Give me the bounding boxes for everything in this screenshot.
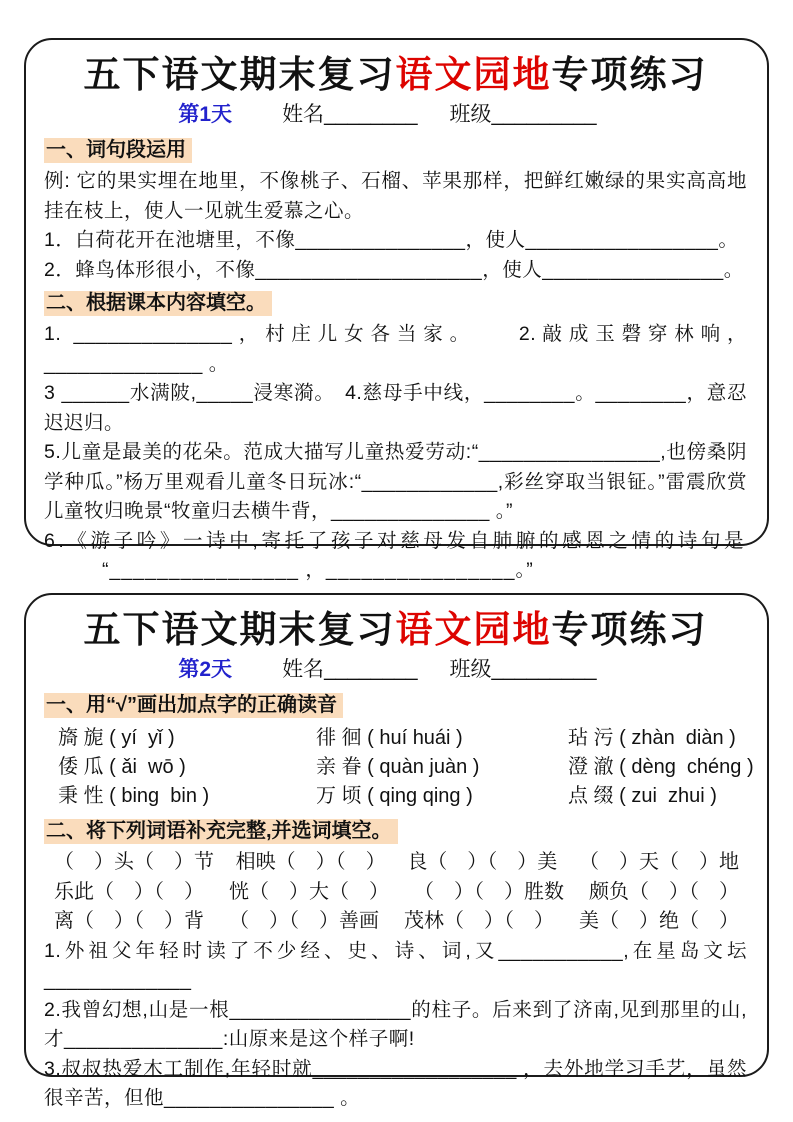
answer-blank-line: “________________ ，________________。” [102, 559, 534, 581]
pinyin-item: 旖 旎 ( yí yǐ ) [58, 727, 175, 749]
section-heading-highlight: 二、根据课本内容填空。 [44, 291, 272, 316]
name-blank: ________ [324, 103, 418, 126]
pinyin-choice-grid [44, 722, 754, 813]
word-blank-item: （ ）头（ ）节 [54, 851, 214, 873]
word-blank-item: 美（ ）绝（ ） [579, 910, 739, 932]
pinyin-item: 亲 眷 ( quàn juàn ) [316, 756, 480, 778]
word-blank-item: 相映（ ）（ ） [235, 851, 386, 873]
question-line: 3.叔叔热爱木工制作,年轻时就__________________ ，去外地学习手艺，虽然很辛苦，但他_______________ 。 [44, 1057, 747, 1109]
pinyin-item: 点 缀 ( zui zhui ) [568, 785, 717, 807]
section-heading [44, 289, 747, 318]
question-line: 1．白荷花开在池塘里，不像_______________，使人_________________。 [44, 229, 739, 251]
class-blank: _________ [491, 658, 597, 681]
name-label: 姓名 [282, 103, 325, 126]
word-blank-item: 茂林（ ）（ ） [404, 910, 554, 932]
word-completion-row [44, 848, 747, 878]
word-blank-item: 颇负（ ）（ ） [589, 880, 739, 903]
word-blank-item: （ ）天（ ）地 [578, 851, 739, 873]
class-label: 班级 [449, 658, 492, 681]
day-label: 第1天 [178, 103, 233, 126]
pinyin-item: 倭 瓜 ( ǎi wō ) [58, 756, 186, 778]
worksheet-subtitle [44, 655, 747, 685]
class-label: 班级 [449, 103, 492, 126]
question-line: 1. ______________，村庄儿女各当家。 2.敲成玉磬穿林响，______________ 。 [44, 323, 747, 375]
section-heading-highlight: 一、词句段运用 [44, 138, 192, 163]
class-blank: _________ [491, 103, 597, 126]
title-segment-right: 专项练习 [551, 52, 708, 96]
example-sentence: 例: 它的果实埋在地里，不像桃子、石榴、苹果那样，把鲜红嫩绿的果实高高地挂在枝上，使人一见就生爱慕之心。 [44, 170, 747, 222]
pinyin-item: 玷 污 ( zhàn diàn ) [568, 727, 736, 749]
worksheet-title [44, 50, 747, 98]
section-heading-highlight: 二、将下列词语补充完整,并选词填空。 [44, 819, 398, 844]
section-heading-highlight: 一、用“√”画出加点字的正确读音 [44, 693, 343, 718]
question-line: 1.外祖父年轻时读了不少经、史、诗、词,又___________,在星岛文坛_____________ [44, 939, 747, 991]
title-segment-right: 专项练习 [551, 607, 708, 651]
worksheet-card-day2 [24, 593, 769, 1109]
title-segment-left: 五下语文期末复习 [83, 52, 396, 96]
pinyin-item: 秉 性 ( bing bin ) [58, 785, 210, 807]
word-completion-row [44, 878, 747, 908]
question-line: 6.《游子吟》一诗中,寄托了孩子对慈母发自肺腑的感恩之情的诗句是 [44, 529, 747, 552]
title-segment-left: 五下语文期末复习 [83, 607, 396, 651]
title-segment-red: 语文园地 [395, 607, 552, 651]
worksheet-subtitle [44, 100, 747, 130]
pinyin-item: 万 顷 ( qing qing ) [316, 785, 473, 807]
word-blank-item: （ ）（ ）善画 [229, 910, 379, 932]
pinyin-item: 徘 徊 ( huí huái ) [316, 727, 463, 749]
word-blank-item: （ ）（ ）胜数 [414, 880, 564, 903]
section-heading [44, 817, 747, 846]
word-blank-item: 乐此（ ）（ ） [54, 880, 204, 903]
section-heading [44, 691, 747, 720]
worksheet-title [44, 605, 747, 653]
question-line: 3 ______水满陂,_____浸寒漪。 4.慈母手中线，________。________，意忍迟迟归。 [44, 382, 747, 434]
question-line: 2.我曾幻想,山是一根________________的柱子。后来到了济南,见到那里的山,才______________:山原来是这个样子啊! [44, 998, 747, 1050]
word-completion-row [44, 907, 747, 937]
word-blank-item: 良（ ）（ ）美 [407, 851, 558, 873]
word-blank-item: 离（ ）（ ）背 [54, 910, 204, 932]
name-blank: ________ [324, 658, 418, 681]
worksheet-card-day1 [24, 38, 769, 581]
name-label: 姓名 [282, 658, 325, 681]
question-line: 2．蜂鸟体形很小，不像____________________，使人________________。 [44, 258, 744, 281]
pinyin-item: 澄 澈 ( dèng chéng ) [568, 756, 754, 778]
title-segment-red: 语文园地 [395, 52, 552, 96]
day-label: 第2天 [178, 658, 233, 681]
question-line: 5.儿童是最美的花朵。范成大描写儿童热爱劳动:“________________,也傍桑阴学种瓜。”杨万里观看儿童冬日玩冰:“____________,彩丝穿取当银钲。”雷震欣赏儿童牧归晚景“牧童归去横牛背，______________ 。” [44, 441, 747, 522]
word-blank-item: 恍（ ）大（ ） [229, 880, 389, 903]
section-heading [44, 136, 747, 165]
